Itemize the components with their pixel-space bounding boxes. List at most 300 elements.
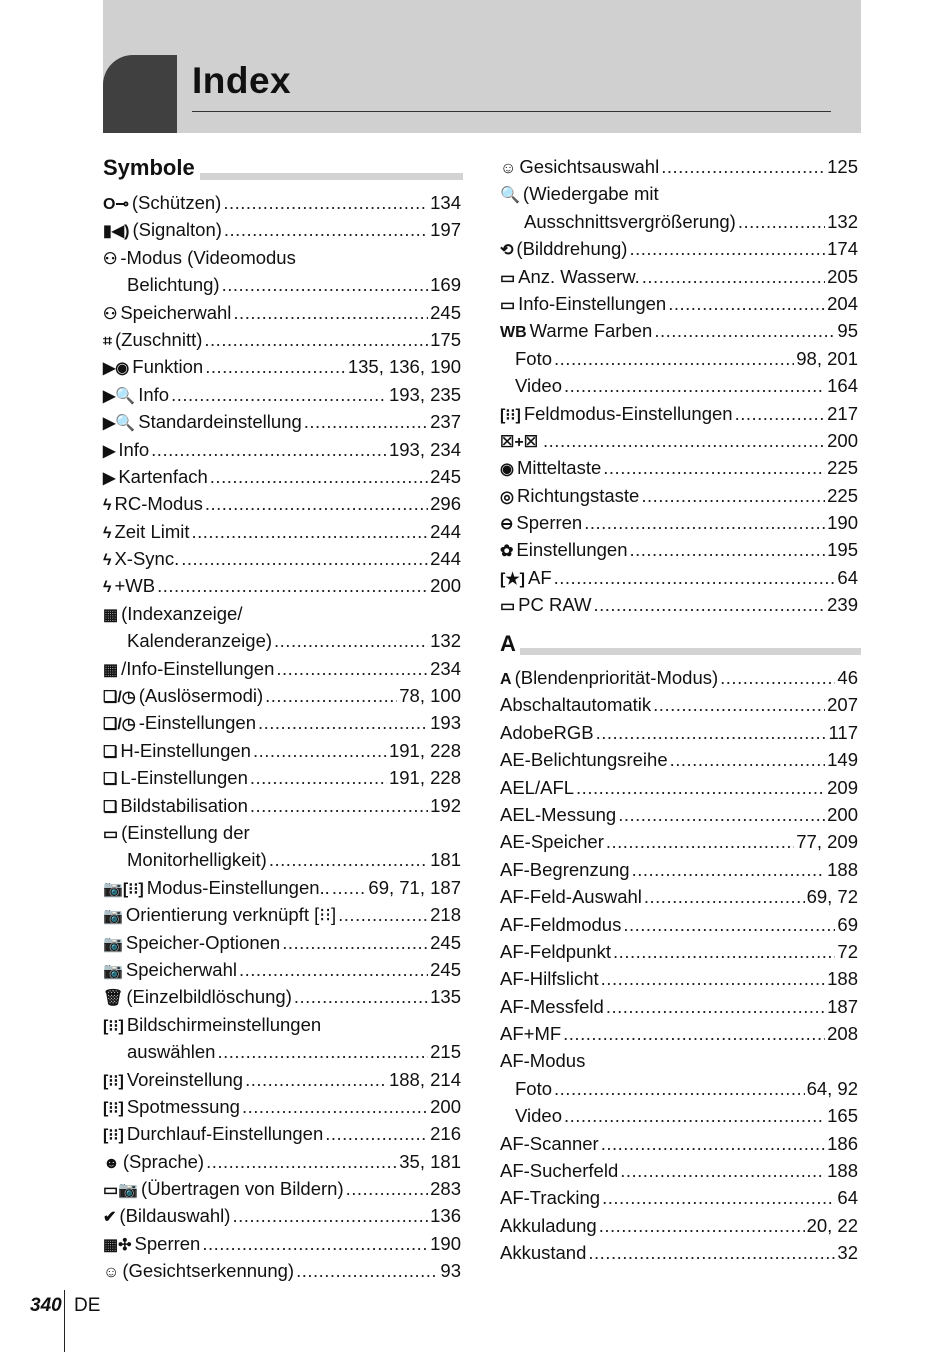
index-entry: [103, 1202, 461, 1229]
symbol-icon: ⚇: [103, 250, 118, 268]
index-entry: [500, 938, 858, 965]
entry-page-ref: 205: [827, 265, 858, 287]
dot-leader: [593, 591, 825, 618]
index-entry: [103, 846, 461, 873]
entry-term: Monitorhelligkeit): [127, 849, 267, 871]
index-entry: [103, 189, 461, 216]
symbol-icon: [⁝⁝]: [103, 1127, 124, 1145]
index-entry: [103, 1066, 461, 1093]
symbol-icon: ▭: [500, 598, 516, 616]
entry-term: AF-Messfeld: [500, 995, 604, 1017]
entry-page-ref: 237: [430, 411, 461, 433]
entry-page-ref: 190: [827, 512, 858, 534]
index-entry: [500, 235, 858, 262]
entry-page-ref: 225: [827, 457, 858, 479]
entry-page-ref: 72: [837, 940, 858, 962]
entry-term: /Info-Einstellungen: [121, 657, 275, 679]
entry-term: (Indexanzeige/: [121, 602, 243, 624]
index-entry: [103, 627, 461, 654]
entry-term: Info-Einstellungen: [518, 292, 667, 314]
symbol-icon: 🔍: [500, 187, 520, 205]
dot-leader: [554, 564, 836, 591]
entry-term: AF-Sucherfeld: [500, 1160, 619, 1182]
entry-term: (Wiedergabe mit: [522, 183, 659, 205]
index-entry: [500, 536, 858, 563]
symbol-icon: ϟ: [103, 579, 112, 597]
entry-page-ref: 188: [827, 968, 858, 990]
dot-leader: [250, 764, 387, 791]
entry-term: PC RAW: [518, 594, 592, 616]
entry-term: Sperren: [516, 512, 583, 534]
index-entry: [103, 1257, 461, 1284]
index-entry: [500, 719, 858, 746]
index-entry: [500, 1239, 858, 1266]
dot-leader: [632, 856, 826, 883]
symbol-icon: ❏/◷: [103, 716, 136, 734]
entry-term: Warme Farben: [529, 320, 653, 342]
entry-page-ref: 175: [430, 328, 461, 350]
index-column-right-a: [500, 664, 858, 1267]
entry-page-ref: 169: [430, 274, 461, 296]
header-tab: [103, 55, 177, 133]
entry-page-ref: 200: [827, 429, 858, 451]
entry-term: Einstellungen: [516, 539, 628, 561]
index-entry: [500, 1020, 858, 1047]
index-entry: [500, 883, 858, 910]
index-entry: [103, 682, 461, 709]
index-entry: [500, 290, 858, 317]
entry-term: (Signalton): [132, 219, 222, 241]
index-entry: [500, 911, 858, 938]
dot-leader: [217, 1038, 428, 1065]
dot-leader: [205, 353, 346, 380]
entry-page-ref: 98, 201: [796, 347, 858, 369]
symbol-icon: [⁝⁝]: [103, 1099, 124, 1117]
entry-term: H-Einstellungen: [120, 739, 251, 761]
dot-leader: [205, 490, 428, 517]
index-entry: [103, 490, 461, 517]
entry-page-ref: 245: [430, 931, 461, 953]
index-entry: [103, 299, 461, 326]
dot-leader: [601, 965, 825, 992]
dot-leader: [618, 801, 825, 828]
symbol-icon: ▮◀): [103, 223, 130, 241]
dot-leader: [250, 792, 428, 819]
dot-leader: [603, 454, 825, 481]
entry-term: AF-Feldpunkt: [500, 940, 612, 962]
section-heading-a: A: [500, 631, 516, 656]
entry-page-ref: 95: [837, 320, 858, 342]
index-entry: [500, 400, 858, 427]
section-bar-symbole: [200, 173, 463, 180]
entry-page-ref: 193, 235: [388, 383, 461, 405]
dot-leader: [670, 746, 826, 773]
dot-leader: [584, 509, 825, 536]
entry-page-ref: 125: [827, 156, 858, 177]
index-entry: [103, 737, 461, 764]
index-entry: [103, 1093, 461, 1120]
index-entry: [500, 427, 858, 454]
dot-leader: [206, 1148, 397, 1175]
entry-term: auswählen: [127, 1041, 216, 1063]
entry-term: Video: [515, 1105, 562, 1127]
dot-leader: [210, 463, 428, 490]
entry-term: Voreinstellung: [126, 1068, 244, 1090]
dot-leader: [735, 400, 826, 427]
dot-leader: [346, 1175, 429, 1202]
entry-term: Sperren: [134, 1232, 201, 1254]
dot-leader: [294, 983, 428, 1010]
entry-term: (Bilddrehung): [516, 238, 628, 260]
index-entry: [103, 655, 461, 682]
dot-leader: [576, 774, 825, 801]
symbol-icon: ▭: [500, 269, 516, 287]
index-entry: [500, 509, 858, 536]
entry-term: (Schützen): [131, 192, 222, 213]
entry-page-ref: 217: [827, 402, 858, 424]
index-entry: [103, 764, 461, 791]
page-title: Index: [192, 60, 292, 101]
entry-term: AF: [528, 566, 552, 588]
symbol-icon: ▦: [103, 661, 119, 679]
entry-page-ref: 195: [827, 539, 858, 561]
dot-leader: [606, 828, 794, 855]
dot-leader: [204, 326, 428, 353]
entry-page-ref: 181: [430, 849, 461, 871]
entry-page-ref: 93: [440, 1260, 461, 1282]
index-entry: [103, 901, 461, 928]
symbol-icon: 📷: [103, 935, 123, 953]
symbol-icon: WB: [500, 324, 527, 342]
index-entry: [500, 208, 858, 235]
entry-term: AF-Modus: [500, 1050, 586, 1072]
entry-term: Feldmodus-Einstellungen: [523, 402, 733, 424]
dot-leader: [253, 737, 387, 764]
entry-term: (Blendenpriorität-Modus): [514, 667, 719, 688]
entry-page-ref: 193, 234: [388, 438, 461, 460]
entry-page-ref: 239: [827, 594, 858, 616]
symbol-icon: ▶◉: [103, 360, 130, 378]
footer-divider: [64, 1290, 65, 1352]
index-entry: [500, 1047, 858, 1074]
index-entry: [500, 993, 858, 1020]
entry-term: Ausschnittsvergrößerung): [524, 210, 736, 232]
page-number: 340: [30, 1295, 62, 1316]
index-entry: [500, 1102, 858, 1129]
symbol-icon: ☺: [103, 1264, 120, 1282]
entry-term: X-Sync.: [114, 548, 180, 570]
entry-term: (Auslösermodi): [138, 685, 264, 707]
index-entry: [500, 591, 858, 618]
dot-leader: [606, 993, 825, 1020]
index-entry: [103, 874, 461, 901]
index-entry: [500, 345, 858, 372]
entry-page-ref: 296: [430, 493, 461, 515]
dot-leader: [588, 1239, 835, 1266]
entry-term: AF-Feldmodus: [500, 913, 622, 935]
symbol-icon: ❏/◷: [103, 689, 136, 707]
symbol-icon: ▶: [103, 442, 116, 460]
entry-page-ref: 244: [430, 520, 461, 542]
dot-leader: [181, 545, 428, 572]
entry-page-ref: 64: [837, 1187, 858, 1209]
entry-term: Speicher-Optionen: [125, 931, 281, 953]
symbol-icon: ⊖: [500, 516, 514, 534]
dot-leader: [296, 1257, 438, 1284]
entry-term: Spotmessung: [126, 1095, 240, 1117]
entry-page-ref: 134: [430, 192, 461, 213]
index-entry: [500, 1130, 858, 1157]
symbol-icon: 📷: [103, 962, 123, 980]
entry-page-ref: 191, 228: [388, 739, 461, 761]
index-entry: [103, 819, 461, 846]
symbol-icon: ϟ: [103, 524, 112, 542]
language-code: DE: [74, 1295, 101, 1316]
entry-term: AE-Speicher: [500, 831, 604, 853]
entry-term: (Sprache): [122, 1150, 205, 1172]
symbol-icon: 📷: [103, 908, 123, 926]
index-entry: [103, 381, 461, 408]
entry-term: Akkustand: [500, 1242, 587, 1264]
index-entry: [500, 372, 858, 399]
dot-leader: [630, 536, 826, 563]
dot-leader: [258, 709, 428, 736]
dot-leader: [223, 189, 428, 216]
entry-page-ref: 215: [430, 1041, 461, 1063]
index-entry: [500, 856, 858, 883]
dot-leader: [325, 1120, 428, 1147]
index-entry: [103, 463, 461, 490]
index-entry: [500, 263, 858, 290]
index-entry: [500, 691, 858, 718]
entry-page-ref: 165: [827, 1105, 858, 1127]
entry-page-ref: 149: [827, 749, 858, 771]
index-column-right-top: [500, 153, 858, 619]
entry-page-ref: 136: [430, 1205, 461, 1227]
dot-leader: [224, 216, 428, 243]
symbol-icon: ▶🔍: [103, 387, 136, 405]
symbol-icon: ϟ: [103, 497, 112, 515]
section-heading-symbole: Symbole: [103, 155, 195, 180]
entry-page-ref: 191, 228: [388, 767, 461, 789]
dot-leader: [738, 208, 825, 235]
index-entry: [103, 1175, 461, 1202]
entry-term: Kalenderanzeige): [127, 630, 273, 652]
symbol-icon: ▶🔍: [103, 415, 136, 433]
entry-page-ref: 245: [430, 465, 461, 487]
symbol-icon: ❏: [103, 771, 118, 789]
entry-term: Bildstabilisation: [120, 794, 248, 816]
dot-leader: [563, 1020, 825, 1047]
entry-page-ref: 69: [837, 913, 858, 935]
entry-term: Orientierung verknüpft [⁝⁝]: [125, 904, 337, 926]
entry-term: -Modus (Videomodus: [120, 246, 296, 268]
entry-page-ref: 132: [827, 210, 858, 232]
index-entry: [103, 709, 461, 736]
entry-term: Foto: [515, 347, 553, 369]
dot-leader: [599, 1212, 805, 1239]
entry-page-ref: 135: [430, 986, 461, 1008]
dot-leader: [222, 271, 429, 298]
entry-term: L-Einstellungen: [120, 767, 248, 789]
dot-leader: [233, 299, 428, 326]
dot-leader: [265, 682, 397, 709]
entry-term: Gesichtsauswahl: [519, 156, 660, 177]
entry-term: AF-Begrenzung: [500, 858, 630, 880]
index-entry: [103, 1011, 461, 1038]
entry-page-ref: 186: [827, 1132, 858, 1154]
entry-page-ref: 200: [430, 1095, 461, 1117]
symbol-icon: ✔: [103, 1209, 117, 1227]
entry-page-ref: 35, 181: [399, 1150, 461, 1172]
symbol-icon: ☺: [500, 160, 517, 177]
dot-leader: [232, 1202, 428, 1229]
dot-leader: [623, 911, 835, 938]
index-entry: [103, 983, 461, 1010]
entry-page-ref: 245: [430, 301, 461, 323]
entry-term: Video: [515, 375, 562, 397]
entry-page-ref: 64, 92: [806, 1077, 858, 1099]
symbol-icon: ❏: [103, 743, 118, 761]
entry-page-ref: 188: [827, 1160, 858, 1182]
entry-page-ref: 20, 22: [806, 1214, 858, 1236]
entry-page-ref: 188: [827, 858, 858, 880]
entry-page-ref: 216: [430, 1123, 461, 1145]
entry-term: (Übertragen von Bildern): [141, 1178, 344, 1200]
entry-page-ref: 164: [827, 375, 858, 397]
dot-leader: [242, 1093, 428, 1120]
entry-page-ref: 78, 100: [399, 685, 461, 707]
entry-page-ref: 218: [430, 904, 461, 926]
entry-term: RC-Modus: [114, 493, 203, 515]
entry-term: -Einstellungen: [138, 712, 256, 734]
entry-term: Standardeinstellung: [138, 411, 302, 433]
index-entry: [103, 216, 461, 243]
dot-leader: [602, 1184, 835, 1211]
symbol-icon: ▦: [103, 606, 119, 624]
symbol-icon: 📷[⁝⁝]: [103, 880, 144, 898]
entry-term: Kartenfach: [118, 465, 208, 487]
entry-page-ref: 187: [827, 995, 858, 1017]
entry-term: Funktion: [132, 356, 204, 378]
dot-leader: [274, 627, 428, 654]
entry-page-ref: 197: [430, 219, 461, 241]
dot-leader: [596, 719, 827, 746]
dot-leader: [245, 1066, 387, 1093]
index-entry: [103, 1038, 461, 1065]
dot-leader: [644, 883, 805, 910]
entry-term: AF-Scanner: [500, 1132, 599, 1154]
index-entry: [103, 600, 461, 627]
entry-term: AEL/AFL: [500, 776, 575, 798]
entry-term: Durchlauf-Einstellungen: [126, 1123, 324, 1145]
entry-page-ref: 192: [430, 794, 461, 816]
index-entry: [500, 774, 858, 801]
symbol-icon: 🗑: [103, 990, 124, 1008]
index-entry: [103, 545, 461, 572]
symbol-icon: ❏: [103, 798, 118, 816]
index-entry: [103, 436, 461, 463]
index-entry: [103, 271, 461, 298]
entry-term: (Einzelbildlöschung): [126, 986, 292, 1008]
symbol-icon: ▶: [103, 469, 116, 487]
dot-leader: [564, 372, 825, 399]
entry-term: AE-Belichtungsreihe: [500, 749, 668, 771]
dot-leader: [554, 345, 794, 372]
symbol-icon: ▦✣: [103, 1236, 132, 1254]
symbol-icon: ◉: [500, 461, 514, 479]
index-entry: [103, 1120, 461, 1147]
entry-page-ref: 225: [827, 484, 858, 506]
entry-page-ref: 69, 71, 187: [368, 876, 461, 898]
symbol-icon: [⁝⁝]: [500, 406, 521, 424]
entry-page-ref: 245: [430, 958, 461, 980]
dot-leader: [239, 956, 428, 983]
index-entry: [103, 956, 461, 983]
index-column-left: [103, 189, 461, 1285]
entry-page-ref: 77, 209: [796, 831, 858, 853]
index-entry: [103, 244, 461, 271]
dot-leader: [282, 929, 428, 956]
dot-leader: [192, 518, 429, 545]
index-entry: [500, 1212, 858, 1239]
dot-leader: [601, 1130, 825, 1157]
index-entry: [103, 1148, 461, 1175]
dot-leader: [720, 664, 835, 691]
symbol-icon: A: [500, 671, 512, 688]
dot-leader: [641, 482, 825, 509]
entry-term: Info: [138, 383, 170, 405]
index-entry: [103, 572, 461, 599]
symbol-icon: ⟲: [500, 242, 514, 260]
entry-page-ref: 64: [837, 566, 858, 588]
dot-leader: [157, 572, 428, 599]
dot-leader: [202, 1230, 428, 1257]
dot-leader: [543, 427, 825, 454]
index-entry: [500, 482, 858, 509]
entry-page-ref: 283: [430, 1178, 461, 1200]
index-entry: [103, 929, 461, 956]
entry-page-ref: 209: [827, 776, 858, 798]
entry-term: Info: [118, 438, 150, 460]
index-entry: [500, 1075, 858, 1102]
section-bar-a: [520, 648, 861, 655]
entry-term: (Bildauswahl): [119, 1205, 231, 1227]
index-entry: [103, 518, 461, 545]
dot-leader: [269, 846, 428, 873]
symbol-icon: ▭📷: [103, 1182, 139, 1200]
dot-leader: [629, 235, 825, 262]
dot-leader: [332, 874, 367, 901]
entry-term: Speicherwahl: [125, 958, 237, 980]
entry-term: AF-Hilfslicht: [500, 968, 599, 990]
symbol-icon: [⁝⁝]: [103, 1017, 124, 1035]
entry-term: AF-Tracking: [500, 1187, 601, 1209]
entry-page-ref: 200: [430, 575, 461, 597]
symbol-icon: ⚇: [103, 305, 118, 323]
entry-term: Akkuladung: [500, 1214, 597, 1236]
dot-leader: [564, 1102, 825, 1129]
symbol-icon: ⌗: [103, 332, 113, 350]
index-entry: [500, 801, 858, 828]
entry-page-ref: 174: [827, 238, 858, 260]
entry-page-ref: 69, 72: [806, 886, 858, 908]
entry-term: Speicherwahl: [120, 301, 232, 323]
entry-term: Modus-Einstellungen..: [146, 876, 330, 898]
symbol-icon: ▭: [103, 825, 119, 843]
dot-leader: [654, 317, 835, 344]
dot-leader: [276, 655, 428, 682]
